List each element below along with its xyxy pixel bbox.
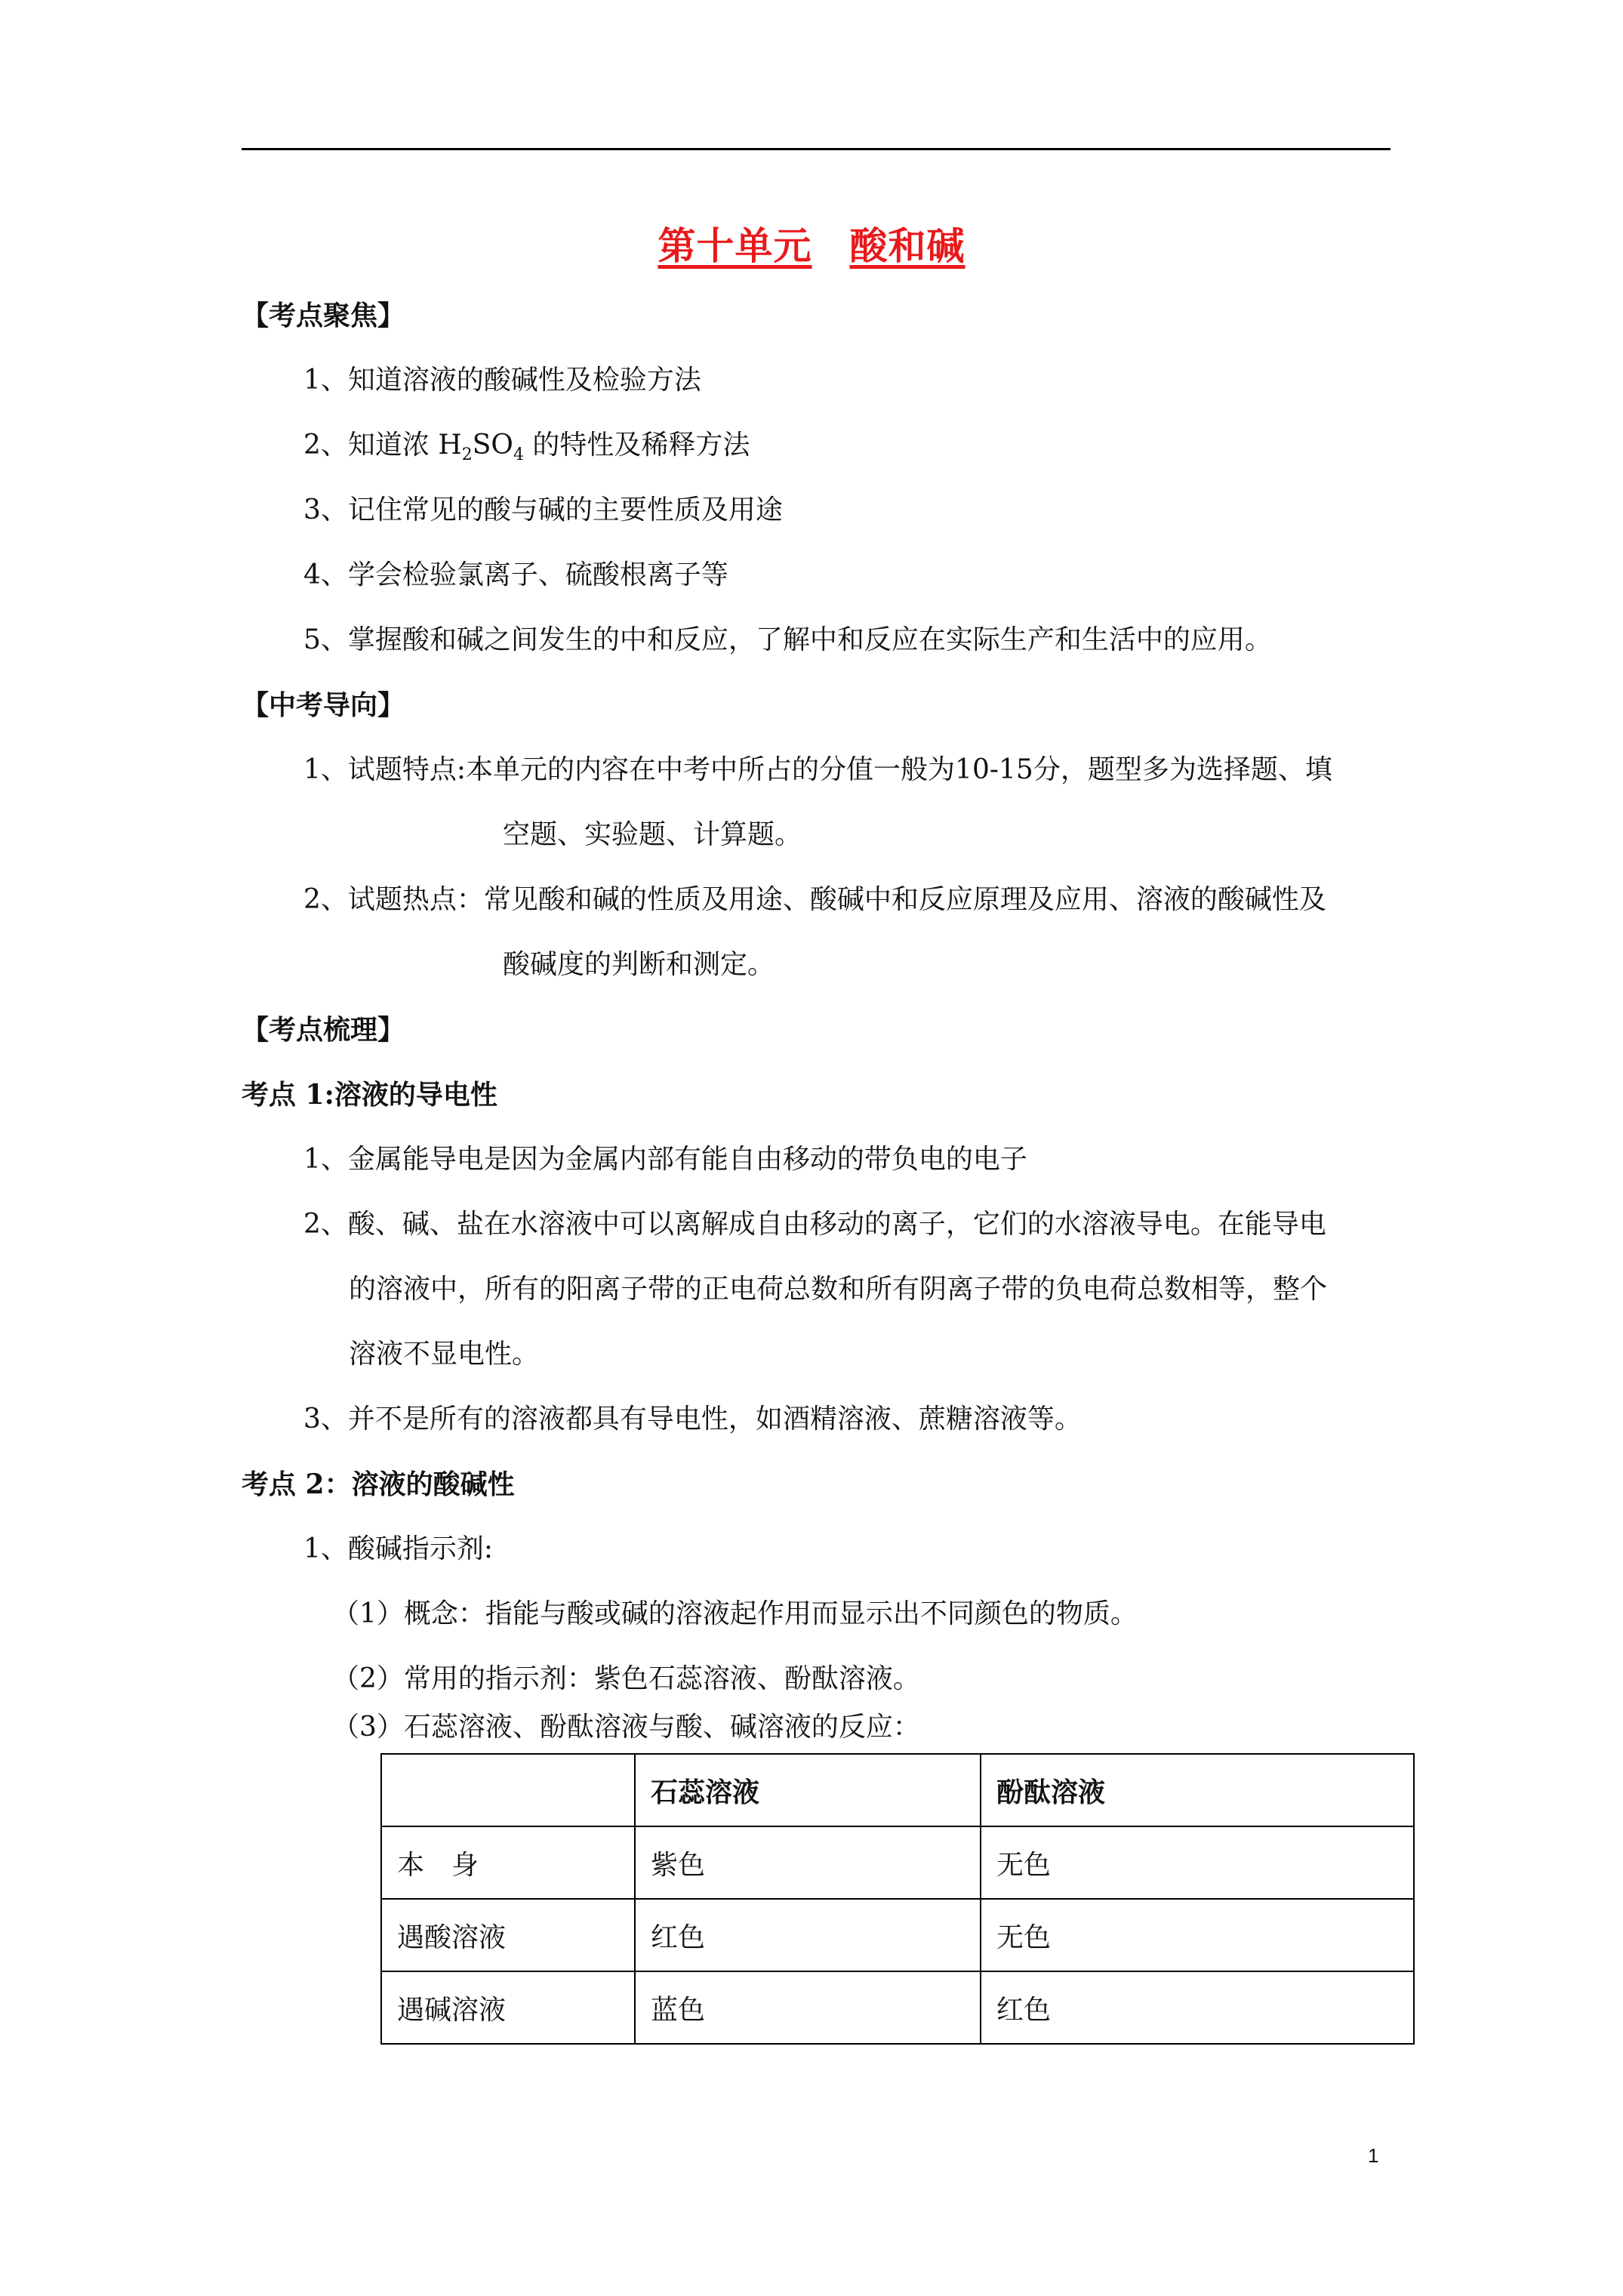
point2-heading: 考点 2：溶液的酸碱性 (242, 1469, 515, 1500)
focus-item-3: 3、记住常见的酸与碱的主要性质及用途 (303, 495, 783, 525)
table-cell: 红色 (981, 1971, 1414, 2044)
guide-item-1-cont: 空题、实验题、计算题。 (503, 819, 802, 850)
indicator-table (380, 1753, 1415, 2045)
table-cell: 无色 (981, 1826, 1414, 1899)
focus-heading: 【考点聚焦】 (242, 300, 405, 331)
page-title (0, 216, 1623, 270)
page-number: 1 (1368, 2144, 1379, 2167)
table-cell: 红色 (635, 1899, 981, 1971)
guide-item-1: 1、试题特点:本单元的内容在中考中所占的分值一般为10-15分，题型多为选择题、填 (303, 754, 1332, 785)
table-cell: 蓝色 (635, 1971, 981, 2044)
point1-heading: 考点 1:溶液的导电性 (242, 1079, 497, 1111)
point1-line-2c: 溶液不显电性。 (349, 1339, 540, 1370)
point2-line-1: 1、酸碱指示剂: (303, 1533, 494, 1564)
table-header-row (381, 1754, 1414, 1826)
point2-sub-3: （3）石蕊溶液、酚酞溶液与酸、碱溶液的反应： (332, 1712, 920, 1743)
point2-sub-2: （2）常用的指示剂：紫色石蕊溶液、酚酞溶液。 (332, 1663, 920, 1694)
guide-item-2-cont: 酸碱度的判断和测定。 (503, 949, 775, 980)
header-rule (242, 148, 1390, 150)
point1-line-3: 3、并不是所有的溶液都具有导电性，如酒精溶液、蔗糖溶液等。 (303, 1404, 1082, 1435)
table-cell: 遇碱溶液 (381, 1971, 635, 2044)
table-row (381, 1899, 1414, 1971)
table-cell: 遇酸溶液 (381, 1899, 635, 1971)
point1-line-1: 1、金属能导电是因为金属内部有能自由移动的带负电的电子 (303, 1144, 1027, 1175)
guide-item-2: 2、试题热点：常见酸和碱的性质及用途、酸碱中和反应原理及应用、溶液的酸碱性及 (303, 884, 1326, 915)
table-cell: 无色 (981, 1899, 1414, 1971)
focus-item-1: 1、知道溶液的酸碱性及检验方法 (303, 365, 701, 396)
review-heading: 【考点梳理】 (242, 1014, 405, 1046)
table-cell: 紫色 (635, 1826, 981, 1899)
title-unit: 第十单元 (658, 223, 812, 268)
focus-item-4: 4、学会检验氯离子、硫酸根离子等 (303, 559, 728, 590)
point1-line-2b: 的溶液中，所有的阳离子带的正电荷总数和所有阴离子带的负电荷总数相等，整个 (349, 1274, 1328, 1305)
guide-heading: 【中考导向】 (242, 689, 405, 721)
table-row (381, 1826, 1414, 1899)
table-header-cell: 酚酞溶液 (981, 1754, 1414, 1826)
table-cell: 本 身 (381, 1826, 635, 1899)
table-cell (381, 1754, 635, 1826)
focus-item-5: 5、掌握酸和碱之间发生的中和反应，了解中和反应在实际生产和生活中的应用。 (303, 624, 1272, 655)
title-topic: 酸和碱 (849, 223, 965, 268)
point1-line-2: 2、酸、碱、盐在水溶液中可以离解成自由移动的离子，它们的水溶液导电。在能导电 (303, 1209, 1326, 1240)
table-header-cell: 石蕊溶液 (635, 1754, 981, 1826)
table-row (381, 1971, 1414, 2044)
focus-item-2: 2、知道浓 $H_2SO_4$ 的特性及稀释方法 (303, 430, 750, 464)
point2-sub-1: （1）概念：指能与酸或碱的溶液起作用而显示出不同颜色的物质。 (332, 1598, 1138, 1629)
